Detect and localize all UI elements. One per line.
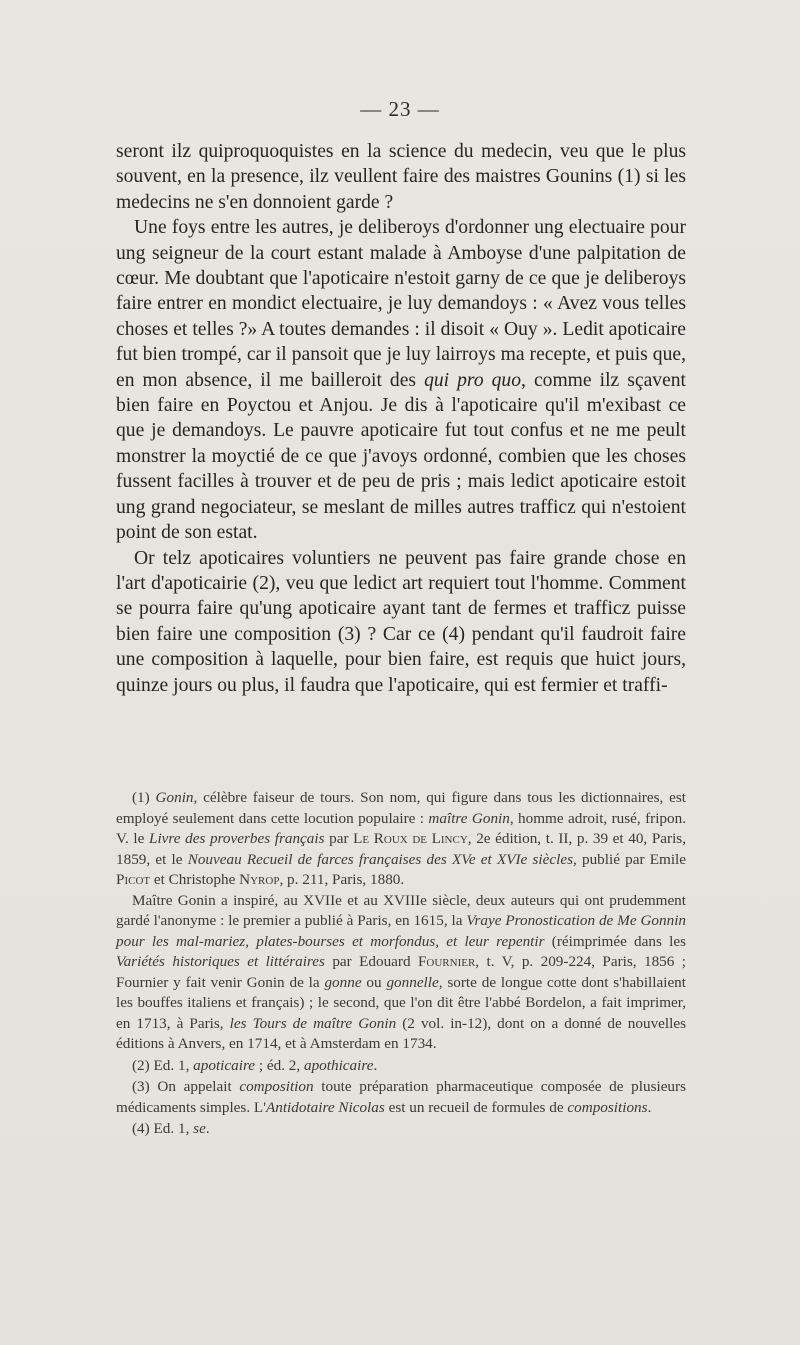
footnote-3-italic: compositions bbox=[567, 1098, 648, 1116]
footnote-1 bbox=[116, 788, 686, 891]
main-text bbox=[116, 139, 686, 698]
footnote-4-text: (4) Ed. 1, bbox=[132, 1120, 194, 1137]
footnote-1b-italic: gonnelle bbox=[386, 973, 439, 991]
footnote-1b-text: , sorte de longue cotte dont s'habillaient les bouffes italiens et français) ; le second, que l'on dit être l'abbé Bordelon, a fait imprimer, en 1713, à Paris, bbox=[116, 973, 686, 1032]
footnote-3-text: toute préparation pharmaceutique composée de plusieurs médicaments simples. L' bbox=[116, 1078, 686, 1116]
footnote-1-text: , p. 211, Paris, 1880. bbox=[279, 871, 405, 888]
page-number: — 23 — bbox=[360, 97, 440, 121]
footnote-1b-book-title: Vraye Pronostication de Me Gonnin pour les mal-mariez, plates-bourses et morfondus, et leur repentir bbox=[116, 912, 687, 950]
footnote-1-text: et Christophe bbox=[150, 871, 240, 888]
footnote-1b-text: (2 vol. in-12), dont on a donné de nouvelles éditions à Anvers, en 1714, et à Amsterdam en 1734. bbox=[116, 1014, 687, 1052]
paragraph-2-text-a: Une foys entre les autres, je deliberoys d'ordonner ung electuaire pour ung seigneur de la court estant malade à Amboyse d'une palpitation de cœur. Me doubtant que l'apoticaire n'estoit garny de ce que je deliberoys faire entrer en mondict electuaire, je luy demandoys : « Avez vous telles choses et telles ?» A toutes demandes : il disoit « Ouy ». Ledit apoticaire fut bien trompé, car il pansoit que je luy lairroys ma recepte, et puis que, en mon absence, il me bailleroit des bbox=[116, 217, 686, 391]
footnote-1-mark: (1) bbox=[132, 789, 156, 806]
footnote-1-italic: maître Gonin bbox=[428, 809, 510, 827]
paragraph-1: seront ilz quiproquoquistes en la science du medecin, veu que le plus souvent, en la presence, ilz veullent faire des maistres Gounins (1) si les medecins ne s'en donnoient garde ? bbox=[116, 141, 686, 213]
footnote-1b-text: , t. V, p. 209-224, Paris, 1856 ; Fournier y fait venir Gonin de la bbox=[116, 953, 686, 991]
footnote-1-continued bbox=[116, 891, 686, 1055]
footnote-2-text: . bbox=[373, 1056, 378, 1074]
footnotes bbox=[116, 788, 686, 1140]
footnote-3-text: est un recueil de formules de bbox=[384, 1098, 568, 1116]
footnote-1b-author: Fournier bbox=[417, 953, 476, 970]
footnote-1-text: , publié par Emile bbox=[573, 850, 687, 868]
footnote-4-text: . bbox=[205, 1120, 210, 1137]
footnote-2-italic: apoticaire bbox=[193, 1056, 256, 1074]
footnote-3-text: (3) On appelait bbox=[132, 1078, 240, 1095]
footnote-1-text: , 2e édition, t. II, p. 39 et 40, Paris, 1859, et le bbox=[116, 830, 686, 868]
footnote-3-text: . bbox=[647, 1098, 652, 1116]
footnote-2 bbox=[116, 1056, 686, 1077]
footnote-1-book-title: Livre des proverbes français bbox=[149, 830, 325, 847]
footnote-1b-text: ou bbox=[361, 973, 387, 991]
footnote-1b-italic: gonne bbox=[324, 973, 362, 991]
footnote-1b-book-title: Variétés historiques et littéraires bbox=[116, 953, 325, 970]
footnote-4 bbox=[116, 1119, 686, 1140]
footnote-1-term: Gonin bbox=[155, 789, 194, 806]
footnote-1b-text: par Edouard bbox=[324, 953, 418, 970]
footnote-3-book-title: Antidotaire Nicolas bbox=[265, 1098, 385, 1116]
footnote-1b-book-title: les Tours de maître Gonin bbox=[229, 1014, 397, 1032]
footnote-3-italic: composition bbox=[239, 1078, 314, 1095]
footnote-1-book-title: Nouveau Recueil de farces françaises des XVe et XVIe siècles bbox=[187, 850, 573, 868]
footnote-2-text: ; éd. 2, bbox=[255, 1056, 304, 1074]
paragraph-2-italic-qui-pro-quo: qui pro quo bbox=[424, 369, 522, 391]
footnote-2-italic: apothicaire bbox=[303, 1056, 374, 1074]
footnote-1-text: , homme adroit, rusé, fripon. V. le bbox=[116, 809, 687, 847]
footnote-1-text: , célèbre faiseur de tours. Son nom, qui figure dans tous les dictionnaires, est employé seulement dans cette locution populaire : bbox=[116, 789, 686, 827]
paragraph-2-text-b: , comme ilz sçavent bien faire en Poyctou et Anjou. Je dis à l'apoticaire qu'il m'exibast ce que je demandoys. Le pauvre apoticaire fut tout confus et ne me peult monstrer la moyctié de ce que j'avoys ordonné, combien que les choses fussent facilles à trouver et de peu de pris ; mais ledict apoticaire estoit ung grand negociateur, se meslant de milles autres trafficz qui n'estoient point de son estat. bbox=[116, 369, 687, 544]
footnote-1b-text: (réimprimée dans les bbox=[544, 932, 686, 950]
footnote-1-author: Le Roux de Lincy bbox=[353, 830, 468, 847]
paragraph-2 bbox=[116, 215, 686, 545]
footnote-1b-text: Maître Gonin a inspiré, au XVIIe et au XVIIIe siècle, deux auteurs qui ont prudemment gardé l'anonyme : le premier a publié à Paris, en 1615, la bbox=[116, 891, 686, 929]
footnote-1-author: Picot bbox=[116, 871, 151, 888]
paragraph-3: Or telz apoticaires voluntiers ne peuvent pas faire grande chose en l'art d'apoticairie (2), veu que ledict art requiert tout l'homme. Comment se pourra faire qu'ung apoticaire ayant tant de fermes et trafficz puisse bien faire une composition (3) ? Car ce (4) pendant qu'il faudroit faire une composition à laquelle, pour bien faire, est requis que huict jours, quinze jours ou plus, il faudra que l'apoticaire, qui est fermier et traffi- bbox=[116, 547, 686, 696]
footnote-2-text: (2) Ed. 1, bbox=[132, 1056, 194, 1074]
footnote-3 bbox=[116, 1077, 686, 1118]
footnote-1-author: Nyrop bbox=[239, 871, 280, 888]
footnote-4-italic: se bbox=[193, 1120, 206, 1137]
footnote-1-text: par bbox=[324, 830, 354, 847]
